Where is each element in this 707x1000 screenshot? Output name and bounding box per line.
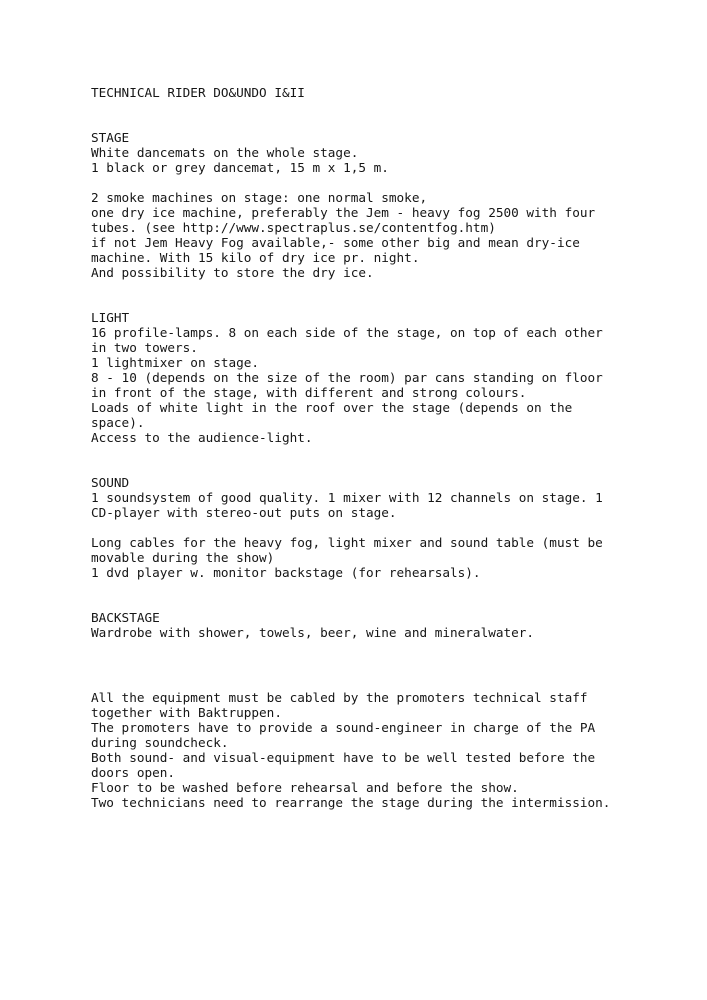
text-line: All the equipment must be cabled by the promoters technical staff xyxy=(91,690,588,705)
text-line: 1 lightmixer on stage. xyxy=(91,355,260,370)
section-backstage xyxy=(91,610,687,640)
text-line: movable during the show) xyxy=(91,550,275,565)
text-line: 8 - 10 (depends on the size of the room) par cans standing on floor xyxy=(91,370,603,385)
section-heading-stage: STAGE xyxy=(91,130,130,145)
text-line: in two towers. xyxy=(91,340,198,355)
text-line: doors open. xyxy=(91,765,176,780)
text-line: 1 black or grey dancemat, 15 m x 1,5 m. xyxy=(91,160,389,175)
text-line: space). xyxy=(91,415,145,430)
text-line: Floor to be washed before rehearsal and before the show. xyxy=(91,780,519,795)
text-line: The promoters have to provide a sound-engineer in charge of the PA xyxy=(91,720,596,735)
text-line: one dry ice machine, preferably the Jem - heavy fog 2500 with four xyxy=(91,205,596,220)
blank-line xyxy=(91,520,687,535)
section-sound xyxy=(91,475,687,580)
text-line: CD-player with stereo-out puts on stage. xyxy=(91,505,397,520)
text-line: 16 profile-lamps. 8 on each side of the stage, on top of each other xyxy=(91,325,603,340)
text-line: machine. With 15 kilo of dry ice pr. night. xyxy=(91,250,420,265)
section-heading-backstage: BACKSTAGE xyxy=(91,610,160,625)
text-line: in front of the stage, with different and strong colours. xyxy=(91,385,527,400)
text-line: Loads of white light in the roof over the stage (depends on the xyxy=(91,400,573,415)
blank-line xyxy=(91,175,687,190)
text-line: White dancemats on the whole stage. xyxy=(91,145,359,160)
text-line: Two technicians need to rearrange the stage during the intermission. xyxy=(91,795,611,810)
section-heading-light: LIGHT xyxy=(91,310,130,325)
text-line: 1 dvd player w. monitor backstage (for rehearsals). xyxy=(91,565,481,580)
section-heading-sound: SOUND xyxy=(91,475,130,490)
section-light xyxy=(91,310,687,445)
text-line: And possibility to store the dry ice. xyxy=(91,265,374,280)
text-line: Long cables for the heavy fog, light mixer and sound table (must be xyxy=(91,535,603,550)
text-line: 1 soundsystem of good quality. 1 mixer with 12 channels on stage. 1 xyxy=(91,490,603,505)
text-line: if not Jem Heavy Fog available,- some other big and mean dry-ice xyxy=(91,235,580,250)
text-line: tubes. (see http://www.spectraplus.se/contentfog.htm) xyxy=(91,220,496,235)
text-line: during soundcheck. xyxy=(91,735,229,750)
text-line: together with Baktruppen. xyxy=(91,705,282,720)
general-notes xyxy=(91,690,687,810)
text-line: 2 smoke machines on stage: one normal smoke, xyxy=(91,190,428,205)
text-line: Both sound- and visual-equipment have to be well tested before the xyxy=(91,750,596,765)
document-title: TECHNICAL RIDER DO&UNDO I&II xyxy=(91,85,305,100)
text-line: Access to the audience-light. xyxy=(91,430,313,445)
section-stage xyxy=(91,130,687,280)
text-line: Wardrobe with shower, towels, beer, wine and mineralwater. xyxy=(91,625,535,640)
